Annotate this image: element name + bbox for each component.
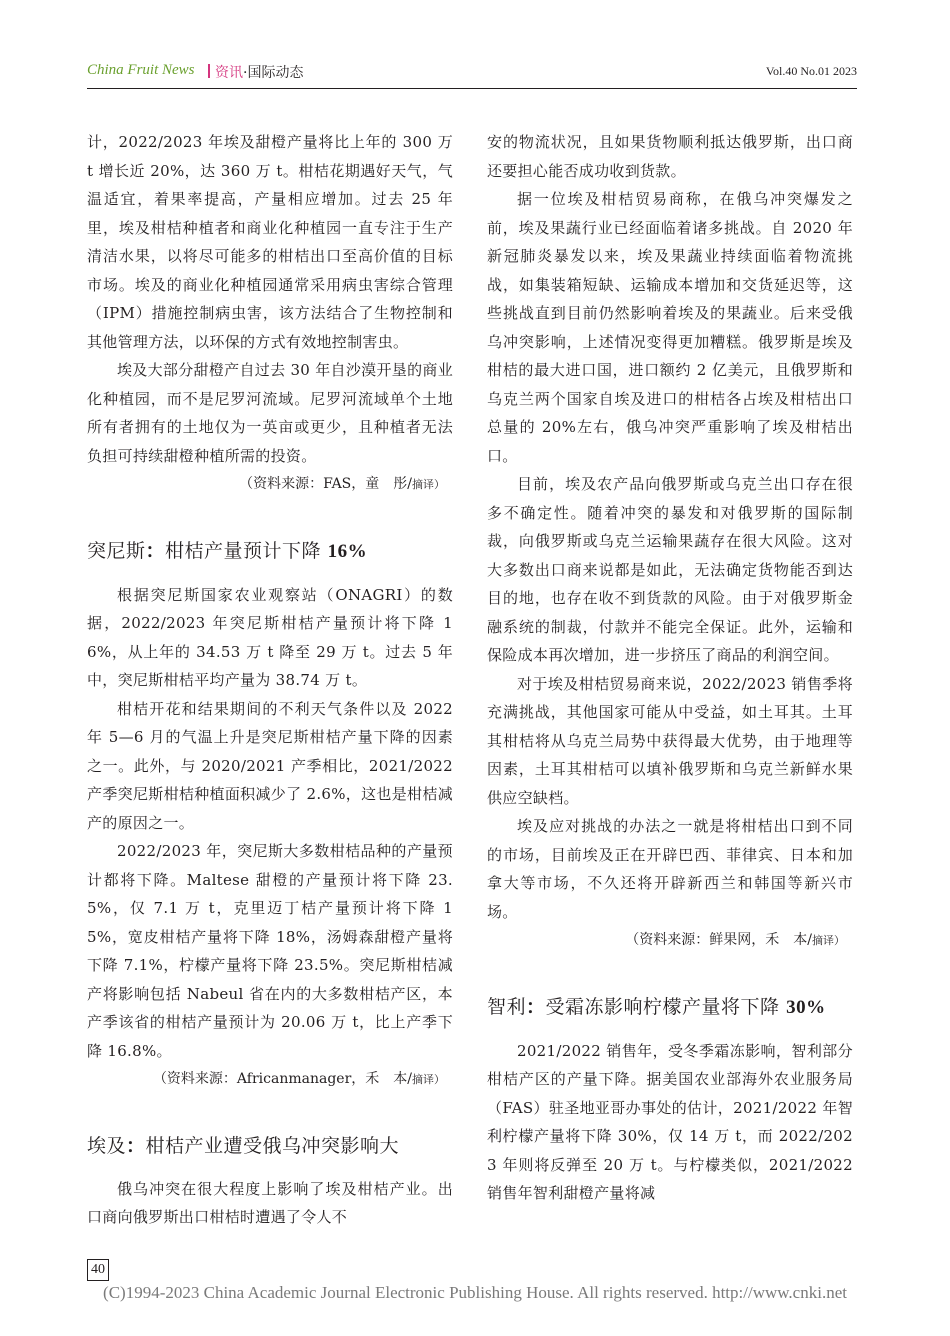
source-note-africanmanager [87,1065,453,1095]
egypt-conflict-paragraph-2: 据一位埃及柑桔贸易商称，在俄乌冲突爆发之前，埃及果蔬行业已经面临着诸多挑战。自 2020 年新冠肺炎暴发以来，埃及果蔬业持续面临着物流挑战，如集装箱短缺、运输成本增加和交货延迟等，这些挑战直到目前仍然影响着埃及的果蔬业。后来受俄乌冲突影响，上述情况变得更加糟糕。俄罗斯是埃及柑桔的最大进口国，进口额约 2 亿美元，且俄罗斯和乌克兰两个国家自埃及进口的柑桔各占埃及柑桔出口总量的 20%左右，俄乌冲突严重影响了埃及柑桔出口。 [487,190,853,465]
tunisia-paragraph-3: 2022/2023 年，突尼斯大多数柑桔品种的产量预计都将下降。Maltese 甜橙的产量预计将下降 23.5%，仅 7.1 万 t，克里迈丁桔产量预计将下降 15%，宽皮柑桔产量将下降 18%，汤姆森甜橙产量将下降 7.1%，柠檬产量将下降 23.5%。突尼斯柑桔减产将影响包括 Nabeul 省在内的大多数柑桔产区，本产季该省的柑桔产量预计为 20.06 万 t，比上产季下降 16.8%。 [87,842,453,1060]
title-country: 突尼斯 [87,539,146,562]
egypt-conflict-paragraph-1: 俄乌冲突在很大程度上影响了埃及柑桔产业。出口商向俄罗斯出口柑桔时遭遇了令人不 [87,1179,453,1226]
title-number: 16% [327,540,368,562]
copyright-line: (C)1994-2023 China Academic Journal Electronic Publishing House. All rights reserved. http://www.cnki.net [103,1283,847,1302]
egypt-conflict-paragraph-3: 目前，埃及农产品向俄罗斯或乌克兰出口存在很多不确定性。随着冲突的暴发和对俄罗斯的国际制裁，向俄罗斯或乌克兰运输果蔬存在很大风险。这对大多数出口商来说都是如此，无法确定货物能否到达目的地，也存在收不到货款的风险。由于对俄罗斯金融系统的制裁，付款并不能完全保证。此外，运输和保险成本再次增加，进一步挤压了商品的利润空间。 [487,475,853,664]
title-text: 受霜冻影响柠檬产量将下降 [545,995,787,1018]
source-note-fas [87,470,453,500]
title-text: 柑桔产量预计下降 [165,539,328,562]
page-number: 40 [87,1259,109,1281]
source-tail: 摘译） [812,934,845,947]
source-tail: 摘译） [412,1073,445,1086]
source-text: （资料来源：Africanmanager，禾 本/ [152,1071,412,1087]
egypt-conflict-paragraph-4: 对于埃及柑桔贸易商来说，2022/2023 销售季将充满挑战，其他国家可能从中受益，如土耳其。土耳其柑桔将从乌克兰局势中获得最大优势，由于地理等因素，土耳其柑桔可以填补俄罗斯和乌克兰新鲜水果供应空缺档。 [487,674,853,807]
section-title-chile [487,992,853,1023]
section-label [215,62,303,82]
egypt-orange-paragraph-1: 计，2022/2023 年埃及甜橙产量将比上年的 300 万 t 增长近 20%，达 360 万 t。柑桔花期遇好天气，气温适宜，着果率提高，产量相应增加。过去 25 年里，埃及柑桔种植者和商业化种植园一直专注于生产清洁水果，以将尽可能多的柑桔出口至高价值的目标市场。埃及的商业化种植园通常采用病虫害综合管理（IPM）措施控制病虫害，该方法结合了生物控制和其他管理方法，以环保的方式有效地控制害虫。 [87,133,453,351]
egypt-orange-paragraph-2: 埃及大部分甜橙产自过去 30 年自沙漠开垦的商业化种植园，而不是尼罗河流域。尼罗河流域单个土地所有者拥有的土地仅为一英亩或更少，且种植者无法负担可持续甜橙种植所需的投资。 [87,361,453,465]
section-label-a: 资讯 [215,65,243,81]
chile-paragraph-1: 2021/2022 销售年，受冬季霜冻影响，智利部分柑桔产区的产量下降。据美国农业部海外农业服务局（FAS）驻圣地亚哥办事处的估计，2021/2022 年智利柠檬产量将下降 30%，仅 14 万 t，而 2022/2023 年则将反弹至 20 万 t。与柠檬类似，2021/2022 销售年智利甜橙产量将减 [487,1041,853,1202]
title-number: 30% [786,996,826,1018]
title-colon: ： [126,1134,146,1157]
title-country: 智利 [487,995,527,1018]
egypt-conflict-paragraph-continued: 安的物流状况，且如果货物顺利抵达俄罗斯，出口商还要担心能否成功收到货款。 [487,133,853,180]
source-note-xianguo [487,926,853,956]
right-column [487,128,853,1208]
header-rule [87,88,857,89]
section-title-tunisia [87,536,453,567]
volume-info: Vol.40 No.01 2023 [765,64,857,78]
header-divider-bar [208,64,210,78]
section-label-b: ·国际动态 [243,65,304,81]
title-colon: ： [526,995,546,1018]
title-colon: ： [145,539,166,562]
tunisia-paragraph-2: 柑桔开花和结果期间的不利天气条件以及 2022 年 5—6 月的气温上升是突尼斯柑桔产量下降的因素之一。此外，与 2020/2021 产季相比，2021/2022 产季突尼斯柑桔种植面积减少了 2.6%，这也是柑桔减产的原因之一。 [87,699,453,832]
source-text: （资料来源：鲜果网，禾 本/ [625,932,812,948]
title-country: 埃及 [87,1134,127,1157]
egypt-conflict-paragraph-5: 埃及应对挑战的办法之一就是将柑桔出口到不同的市场，目前埃及正在开辟巴西、菲律宾、日本和加拿大等市场，不久还将开辟新西兰和韩国等新兴市场。 [487,817,853,921]
journal-brand: China Fruit News [87,62,195,78]
left-column [87,128,453,1232]
title-text: 柑桔产业遭受俄乌冲突影响大 [145,1134,400,1157]
section-title-egypt [87,1131,453,1161]
source-tail: 摘译） [412,478,445,491]
source-text: （资料来源：FAS，童 彤/ [239,476,412,492]
running-header [87,58,857,88]
tunisia-paragraph-1: 根据突尼斯国家农业观察站（ONAGRI）的数据，2022/2023 年突尼斯柑桔产量预计将下降 16%，从上年的 34.53 万 t 降至 29 万 t。过去 5 年中，突尼斯柑桔平均产量为 38.74 万 t。 [87,585,453,689]
